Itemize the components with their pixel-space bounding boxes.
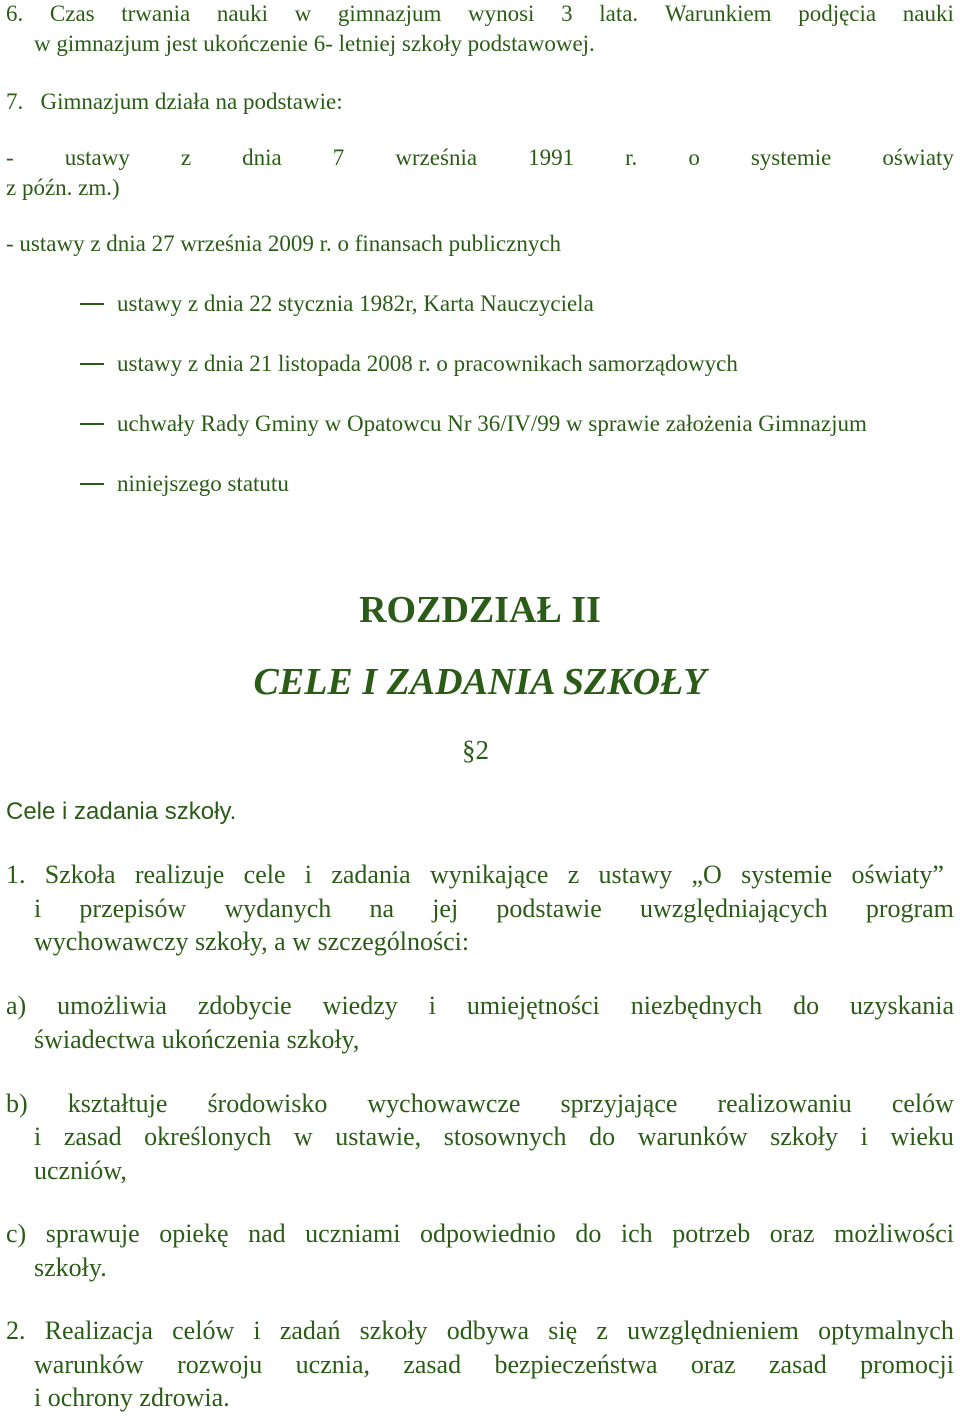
paragraph2-line3: i ochrony zdrowia. (34, 1383, 230, 1412)
item6-line2: w gimnazjum jest ukończenie 6- letniej szkoły podstawowej. (34, 31, 595, 56)
dash-bullet (80, 423, 104, 425)
word: szkoły (359, 1316, 428, 1345)
dash-item-1: ustawy z dnia 22 stycznia 1982r, Karta Nauczyciela (117, 291, 594, 316)
word: uwzględniających (639, 894, 828, 923)
word: oświaty (882, 145, 954, 170)
word: jej (432, 894, 459, 923)
word: optymalnych (818, 1316, 954, 1345)
dash-item-2: ustawy z dnia 21 listopada 2008 r. o pracownikach samorządowych (117, 351, 738, 376)
word: szkoły (770, 1122, 838, 1151)
word: celów (891, 1089, 954, 1118)
word: 1991 (528, 145, 575, 170)
word: oraz (690, 1350, 736, 1379)
point-b-line3: uczniów, (34, 1156, 127, 1185)
word: do (589, 1122, 616, 1151)
word: trwania (121, 1, 191, 26)
dash-item-4: niniejszego statutu (117, 471, 289, 496)
word: z (180, 145, 192, 170)
word: Czas (49, 1, 95, 26)
word: 2. (6, 1316, 26, 1345)
word: oświaty” (851, 860, 944, 889)
word: realizowaniu (717, 1089, 852, 1118)
word: o (688, 145, 700, 170)
word: z (567, 860, 580, 889)
word: b) (6, 1089, 28, 1118)
word: Szkoła (44, 860, 116, 889)
word: Realizacja (44, 1316, 153, 1345)
word: zadania (331, 860, 411, 889)
word: dnia (242, 145, 282, 170)
word: warunków (34, 1350, 144, 1379)
word: zasad (769, 1350, 827, 1379)
paragraph1-line2 (34, 892, 954, 925)
word: wiedzy (322, 991, 398, 1020)
law1-line2: z późn. zm.) (6, 175, 120, 200)
word: nad (248, 1219, 286, 1248)
word: r. (625, 145, 638, 170)
word: warunków (637, 1122, 748, 1151)
word: 1. (6, 860, 26, 889)
word: odbywa (446, 1316, 530, 1345)
word: „O (691, 860, 722, 889)
word: określonych (144, 1122, 272, 1151)
word: wydanych (224, 894, 332, 923)
word: oraz (769, 1219, 815, 1248)
word: a) (6, 991, 27, 1020)
word: uczniami (305, 1219, 401, 1248)
word: się (548, 1316, 578, 1345)
word: realizuje (134, 860, 225, 889)
word: zasad (403, 1350, 462, 1379)
section-number: §2 (462, 735, 489, 765)
word: cele (243, 860, 286, 889)
word: 7 (332, 145, 345, 170)
word: program (865, 894, 954, 923)
word: wychowawcze (367, 1089, 521, 1118)
law2: - ustawy z dnia 27 września 2009 r. o finansach publicznych (6, 231, 562, 256)
word: sprawuje (45, 1219, 140, 1248)
word: zadań (279, 1316, 341, 1345)
word: niezbędnych (630, 991, 763, 1020)
word: do (575, 1219, 602, 1248)
word: 3 (561, 1, 573, 26)
word: ich (620, 1219, 653, 1248)
law1-line1 (6, 144, 954, 172)
chapter-subtitle: CELE I ZADANIA SZKOŁY (253, 661, 707, 703)
word: Warunkiem (664, 1, 772, 26)
dash-bullet (80, 363, 104, 365)
word: lata. (599, 1, 639, 26)
word: w (293, 1122, 313, 1151)
word: uzyskania (850, 991, 954, 1020)
word: środowisko (207, 1089, 328, 1118)
word: na (369, 894, 395, 923)
word: przepisów (79, 894, 187, 923)
word: potrzeb (672, 1219, 751, 1248)
point-a-line1 (6, 989, 954, 1022)
word: c) (6, 1219, 27, 1248)
word: do (793, 991, 820, 1020)
word: nauki (216, 1, 268, 26)
word: promocji (860, 1350, 954, 1379)
point-b-line1 (6, 1087, 954, 1120)
word: rozwoju (177, 1350, 263, 1379)
word: zasad (63, 1122, 122, 1151)
word: wynosi (468, 1, 535, 26)
word: wynikające (430, 860, 549, 889)
word: systemie (750, 145, 832, 170)
word: odpowiednio (420, 1219, 556, 1248)
word: i (860, 1122, 868, 1151)
word: w (294, 1, 312, 26)
word: celów (172, 1316, 235, 1345)
word: systemie (741, 860, 833, 889)
word: uwzględnieniem (627, 1316, 799, 1345)
word: z (596, 1316, 608, 1345)
word: opiekę (159, 1219, 229, 1248)
word: podjęcia (798, 1, 877, 26)
word: podstawie (496, 894, 602, 923)
point-a-line2: świadectwa ukończenia szkoły, (34, 1025, 360, 1054)
word: umożliwia (57, 991, 167, 1020)
dash-item-3: uchwały Rady Gminy w Opatowcu Nr 36/IV/99 w sprawie założenia Gimnazjum (117, 411, 867, 436)
word: sprzyjające (560, 1089, 678, 1118)
paragraph1-line1 (6, 858, 944, 891)
word: nauki (902, 1, 954, 26)
word: i (428, 991, 436, 1020)
word: ucznia, (295, 1350, 370, 1379)
point-c-line2: szkoły. (34, 1253, 107, 1282)
chapter-title: ROZDZIAŁ II (359, 589, 601, 631)
word: ustawie, (335, 1122, 422, 1151)
word: wieku (890, 1122, 954, 1151)
word: ustawy (64, 145, 130, 170)
item6-line1 (6, 0, 954, 28)
word: gimnazjum (337, 1, 442, 26)
dash-bullet (80, 303, 104, 305)
point-c-line1 (6, 1217, 954, 1250)
word: możliwości (834, 1219, 954, 1248)
word: stosownych (443, 1122, 567, 1151)
point-b-line2 (34, 1120, 954, 1153)
word: kształtuje (67, 1089, 168, 1118)
word: zdobycie (197, 991, 292, 1020)
word: 6. (6, 1, 24, 26)
word: września (395, 145, 478, 170)
item7-heading: 7. Gimnazjum działa na podstawie: (6, 89, 343, 114)
chapter-caption: Cele i zadania szkoły. (6, 798, 237, 825)
paragraph2-line1 (6, 1314, 954, 1347)
word: ustawy (598, 860, 673, 889)
dash-bullet (80, 483, 104, 485)
word: i (253, 1316, 261, 1345)
paragraph2-line2 (34, 1348, 954, 1381)
word: - (6, 145, 14, 170)
word: i (34, 1122, 42, 1151)
word: umiejętności (466, 991, 600, 1020)
word: i (34, 894, 42, 923)
word: i (304, 860, 313, 889)
word: bezpieczeństwa (494, 1350, 658, 1379)
paragraph1-line3: wychowawczy szkoły, a w szczególności: (34, 927, 470, 956)
